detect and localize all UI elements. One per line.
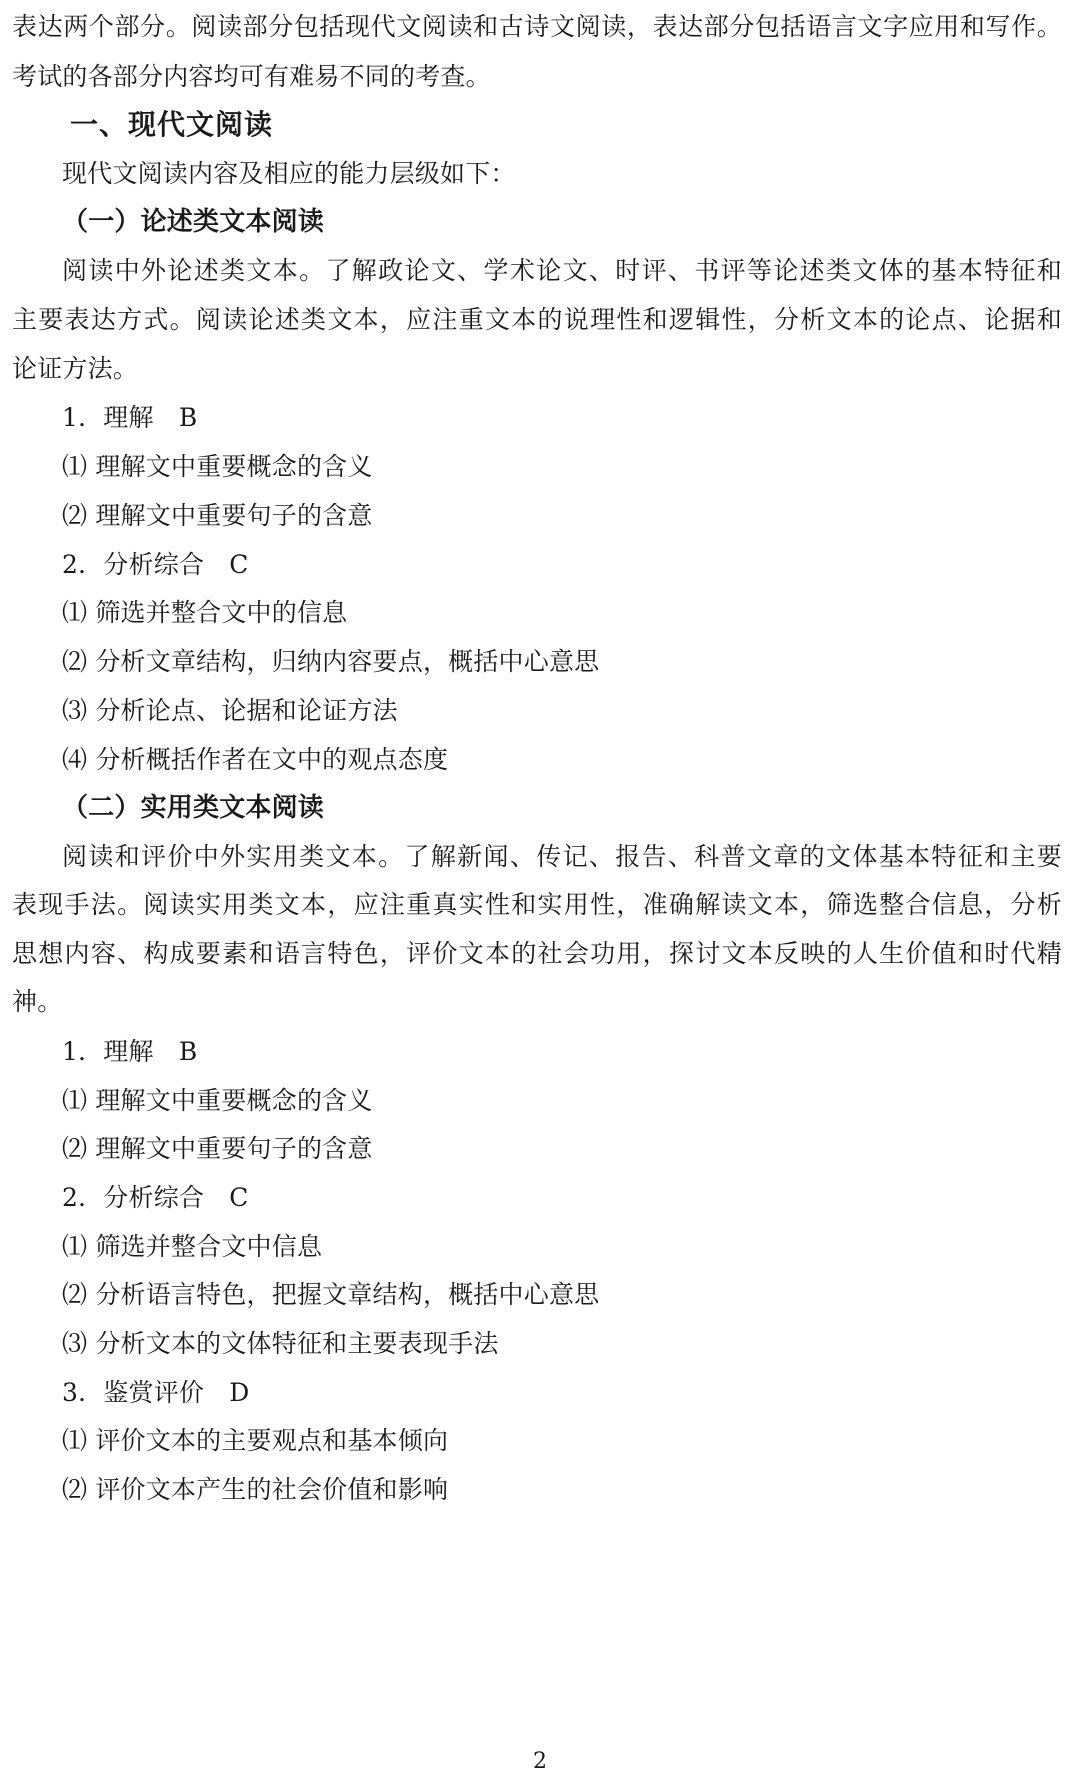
list-item: ⑵ 分析文章结构，归纳内容要点，概括中心意思: [62, 647, 600, 676]
paragraph-line: 主要表达方式。阅读论述类文本，应注重文本的说理性和逻辑性，分析文本的论点、论据和: [12, 305, 1062, 334]
section-intro: 现代文阅读内容及相应的能力层级如下：: [62, 159, 516, 188]
list-item: ⑵ 理解文中重要句子的含意: [62, 501, 373, 530]
list-item: ⑴ 评价文本的主要观点和基本倾向: [62, 1426, 449, 1455]
list-item: 1．理解 B: [62, 1037, 198, 1066]
list-item: ⑶ 分析文本的文体特征和主要表现手法: [62, 1329, 499, 1358]
list-item: ⑷ 分析概括作者在文中的观点态度: [62, 745, 449, 774]
list-item: ⑶ 分析论点、论据和论证方法: [62, 696, 398, 725]
subsection-heading-1: （一）论述类文本阅读: [62, 207, 325, 237]
list-item: 3．鉴赏评价 D: [62, 1378, 250, 1407]
list-item: ⑵ 评价文本产生的社会价值和影响: [62, 1475, 449, 1504]
intro-line-2: 考试的各部分内容均可有难易不同的考查。: [12, 62, 491, 91]
list-item: ⑴ 筛选并整合文中信息: [62, 1232, 323, 1261]
list-item: 2．分析综合 C: [62, 550, 249, 579]
list-item: ⑴ 理解文中重要概念的含义: [62, 452, 373, 481]
paragraph-line: 阅读中外论述类文本。了解政论文、学术论文、时评、书评等论述类文体的基本特征和: [62, 256, 1062, 285]
page-number: 2: [533, 1749, 547, 1774]
list-item: ⑴ 理解文中重要概念的含义: [62, 1086, 373, 1115]
paragraph-line: 表现手法。阅读实用类文本，应注重真实性和实用性，准确解读文本，筛选整合信息，分析: [12, 890, 1062, 919]
list-item: ⑵ 分析语言特色，把握文章结构，概括中心意思: [62, 1280, 600, 1309]
list-item: ⑵ 理解文中重要句子的含意: [62, 1134, 373, 1163]
paragraph-line: 论证方法。: [12, 354, 139, 383]
list-item: 1．理解 B: [62, 403, 198, 432]
paragraph-line: 神。: [12, 987, 63, 1016]
section-heading: 一、现代文阅读: [70, 108, 274, 141]
subsection-heading-2: （二）实用类文本阅读: [62, 793, 325, 823]
list-item: 2．分析综合 C: [62, 1183, 249, 1212]
paragraph-line: 思想内容、构成要素和语言特色，评价文本的社会功用，探讨文本反映的人生价值和时代精: [12, 939, 1062, 968]
paragraph-line: 阅读和评价中外实用类文本。了解新闻、传记、报告、科普文章的文体基本特征和主要: [62, 842, 1062, 871]
intro-line-1: 表达两个部分。阅读部分包括现代文阅读和古诗文阅读，表达部分包括语言文字应用和写作。: [12, 12, 1062, 41]
list-item: ⑴ 筛选并整合文中的信息: [62, 598, 348, 627]
